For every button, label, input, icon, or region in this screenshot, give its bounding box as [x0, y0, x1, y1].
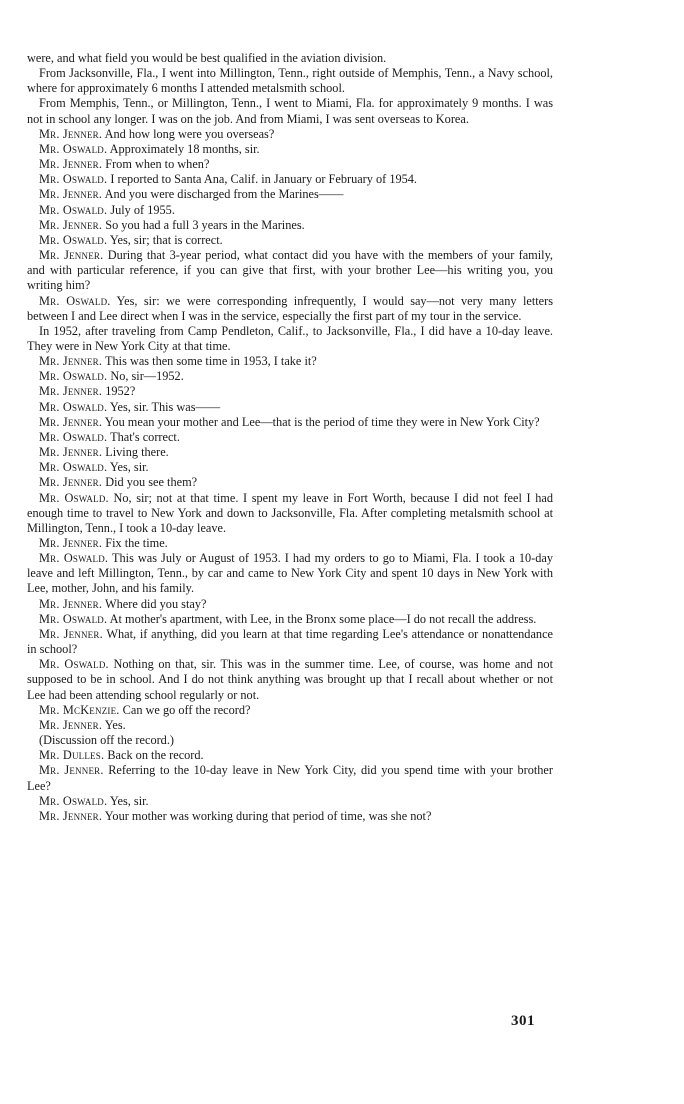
paragraph-text: July of 1955. [110, 202, 175, 217]
speaker-name: Mr. Jenner. [39, 596, 103, 611]
speaker-name: Mr. Oswald. [39, 172, 108, 187]
transcript-paragraph [27, 657, 553, 702]
paragraph-text: In 1952, after traveling from Camp Pendleton, Calif., to Jacksonville, Fla., I did have a 10-day leave. They were in New York City at that time. [27, 323, 553, 353]
speaker-name: Mr. Oswald. [39, 429, 108, 444]
speaker-name: Mr. Oswald. [39, 793, 108, 808]
paragraph-text: I reported to Santa Ana, Calif. in January or February of 1954. [110, 172, 417, 187]
paragraph-text: No, sir—1952. [110, 369, 184, 384]
paragraph-text: Where did you stay? [105, 596, 207, 611]
transcript-paragraph [27, 627, 553, 657]
paragraph-text: Fix the time. [105, 536, 168, 550]
speaker-name: Mr. Oswald. [39, 460, 108, 475]
transcript-paragraph [27, 612, 553, 627]
transcript-paragraph [27, 445, 553, 460]
transcript-paragraph [27, 763, 553, 793]
speaker-name: Mr. Jenner. [39, 248, 104, 263]
speaker-name: Mr. Oswald. [39, 202, 108, 217]
transcript-paragraph [27, 248, 553, 293]
paragraph-text: (Discussion off the record.) [39, 733, 175, 748]
speaker-name: Mr. Jenner. [39, 187, 103, 202]
transcript-paragraph [27, 475, 553, 490]
paragraph-text: Did you see them? [105, 475, 198, 490]
paragraph-text: Approximately 18 months, sir. [109, 141, 260, 156]
speaker-name: Mr. Oswald. [39, 399, 108, 414]
paragraph-text: Nothing on that, sir. This was in the summer time. Lee, of course, was home and not supposed to be in school. And I do not think anything was brought up that I recall about whether or not Lee had been attending school regularly or not. [27, 657, 553, 702]
paragraph-text: Can we go off the record? [122, 702, 251, 717]
paragraph-text: You mean your mother and Lee—that is the period of time they were in New York City? [104, 414, 540, 429]
paragraph-text: From Memphis, Tenn., or Millington, Tenn., I went to Miami, Fla. for approximately 9 months. I was not in school any longer. I was on the job. And from Miami, I was sent overseas to Korea. [27, 96, 553, 126]
transcript-paragraph [27, 172, 553, 187]
speaker-name: Mr. Oswald. [39, 551, 109, 566]
page-number: 301 [511, 1013, 535, 1029]
transcript-paragraph [27, 66, 553, 96]
speaker-name: Mr. Jenner. [39, 414, 103, 429]
speaker-name: Mr. Jenner. [39, 445, 103, 460]
speaker-name: Mr. Oswald. [39, 490, 109, 505]
transcript-paragraph [27, 551, 553, 596]
paragraph-text: At mother's apartment, with Lee, in the Bronx some place—I do not recall the address. [109, 611, 537, 626]
paragraph-text: And you were discharged from the Marines—— [104, 187, 344, 202]
speaker-name: Mr. Jenner. [39, 808, 103, 823]
speaker-name: Mr. Jenner. [39, 626, 103, 641]
transcript-paragraph [27, 187, 553, 202]
transcript-paragraph [27, 460, 553, 475]
speaker-name: Mr. Jenner. [39, 475, 103, 490]
paragraph-text: Yes, sir: we were corresponding infrequently, I would say—not very many letters between I and Lee direct when I was in the service, especially the first part of my tour in the service. [27, 293, 554, 323]
transcript-paragraph [27, 718, 553, 733]
transcript-paragraph [27, 809, 553, 824]
paragraph-text: Back on the record. [107, 748, 204, 763]
transcript-paragraph [27, 324, 553, 354]
paragraph-text: What, if anything, did you learn at that time regarding Lee's attendance or nonattendance in school? [27, 626, 553, 657]
paragraph-text: Referring to the 10-day leave in New York City, did you spend time with your brother Lee? [27, 763, 553, 793]
transcript-paragraph [27, 415, 553, 430]
speaker-name: Mr. Oswald. [39, 141, 108, 156]
transcript-paragraph [27, 748, 553, 763]
paragraph-text: Your mother was working during that period of time, was she not? [104, 808, 432, 823]
transcript-paragraph [27, 384, 553, 399]
speaker-name: Mr. Oswald. [39, 657, 109, 672]
transcript-paragraph [27, 157, 553, 172]
transcript-paragraph [27, 794, 553, 809]
paragraph-text: Yes. [104, 717, 126, 732]
transcript-paragraph [27, 127, 553, 142]
speaker-name: Mr. Jenner. [39, 763, 104, 778]
speaker-name: Mr. Jenner. [39, 157, 103, 172]
paragraph-text: Yes, sir. [109, 793, 149, 808]
transcript-paragraph [27, 233, 553, 248]
paragraph-text: Yes, sir. This was—— [109, 399, 221, 414]
transcript-paragraph [27, 218, 553, 233]
transcript-paragraph [27, 51, 553, 66]
transcript-paragraph [27, 294, 553, 324]
speaker-name: Mr. Jenner. [39, 217, 103, 232]
paragraph-text: No, sir; not at that time. I spent my leave in Fort Worth, because I did not feel I had enough time to travel to New York and down to Jacksonville, Fla. After completing metalsmith school at Millington, Tenn., I took a 10-day leave. [27, 490, 554, 535]
speaker-name: Mr. Jenner. [39, 354, 103, 369]
speaker-name: Mr. Jenner. [39, 126, 103, 141]
speaker-name: Mr. Jenner. [39, 536, 103, 550]
transcript-body [27, 51, 553, 824]
speaker-name: Mr. Oswald. [39, 232, 108, 247]
paragraph-text: Yes, sir. [109, 460, 149, 475]
paragraph-text: From Jacksonville, Fla., I went into Millington, Tenn., right outside of Memphis, Tenn., a Navy school, where for approximately 6 months I attended metalsmith school. [27, 66, 553, 96]
transcript-paragraph [27, 597, 553, 612]
speaker-name: Mr. Oswald. [39, 611, 108, 626]
transcript-paragraph [27, 96, 553, 126]
transcript-paragraph [27, 369, 553, 384]
speaker-name: Mr. Oswald. [39, 369, 108, 384]
transcript-paragraph [27, 491, 553, 536]
paragraph-text: were, and what field you would be best qualified in the aviation division. [27, 51, 387, 65]
transcript-paragraph [27, 430, 553, 445]
paragraph-text: This was then some time in 1953, I take it? [105, 354, 317, 369]
paragraph-text: Yes, sir; that is correct. [109, 232, 223, 247]
paragraph-text: 1952? [105, 384, 136, 399]
speaker-name: Mr. Jenner. [39, 384, 103, 399]
speaker-name: Mr. Oswald. [39, 293, 111, 308]
paragraph-text: So you had a full 3 years in the Marines. [105, 217, 305, 232]
paragraph-text: And how long were you overseas? [104, 126, 275, 141]
transcript-paragraph [27, 142, 553, 157]
transcript-paragraph [27, 203, 553, 218]
transcript-paragraph [27, 703, 553, 718]
transcript-paragraph [27, 400, 553, 415]
paragraph-text: That's correct. [110, 429, 180, 444]
paragraph-text: This was July or August of 1953. I had my orders to go to Miami, Fla. I took a 10-day leave and left Millington, Tenn., by car and came to New York City and spent 10 days in New York with Lee, mother, John, and his family. [27, 551, 553, 596]
speaker-name: Mr. Dulles. [39, 748, 105, 763]
paragraph-text: Living there. [105, 445, 169, 460]
paragraph-text: During that 3-year period, what contact did you have with the members of your family, and with particular reference, if you can give that first, with your brother Lee—his writing you, you writing him? [27, 248, 553, 293]
speaker-name: Mr. McKenzie. [39, 702, 120, 717]
transcript-paragraph [27, 354, 553, 369]
speaker-name: Mr. Jenner. [39, 717, 103, 732]
paragraph-text: From when to when? [105, 157, 210, 172]
transcript-paragraph [27, 536, 553, 551]
transcript-paragraph [27, 733, 553, 748]
